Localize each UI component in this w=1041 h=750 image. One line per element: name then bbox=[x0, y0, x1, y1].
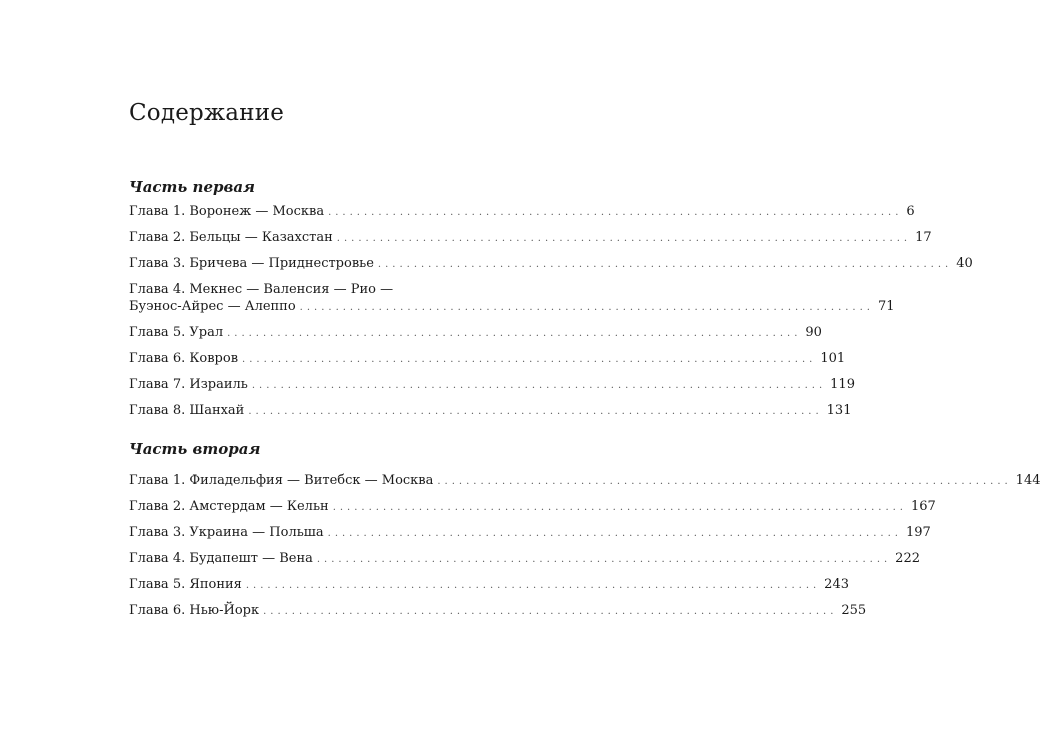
chapter-title: Глава 1. Воронеж — Москва bbox=[129, 204, 325, 219]
dot-leader: ................................................................................ bbox=[245, 580, 821, 591]
dot-leader: ................................................................................ bbox=[248, 406, 823, 417]
chapter-title: Глава 2. Амстердам — Кельн bbox=[129, 499, 329, 514]
chapter-title: Глава 5. Урал bbox=[129, 325, 224, 340]
page-number: 131 bbox=[826, 403, 852, 418]
chapter-title: Глава 3. Бричева — Приднестровье bbox=[129, 256, 374, 271]
dot-leader: ................................................................................ bbox=[437, 476, 1012, 487]
page-number: 255 bbox=[841, 603, 867, 618]
dot-leader: ................................................................................ bbox=[242, 354, 817, 365]
page-number: 197 bbox=[905, 525, 931, 540]
dot-leader: ................................................................................ bbox=[227, 328, 802, 339]
chapter-title: Глава 2. Бельцы — Казахстан bbox=[129, 230, 333, 245]
chapter-title: Глава 6. Нью-Йорк bbox=[129, 603, 260, 618]
toc-entry[interactable] bbox=[129, 203, 915, 221]
chapter-title: Глава 8. Шанхай bbox=[129, 403, 245, 418]
page-number: 40 bbox=[956, 256, 973, 271]
part-title-1: Часть первая bbox=[129, 178, 255, 196]
page-title: Содержание bbox=[129, 100, 285, 126]
page-number: 71 bbox=[877, 299, 895, 314]
toc-entry[interactable] bbox=[129, 229, 932, 247]
dot-leader: ................................................................................ bbox=[251, 380, 827, 391]
dot-leader: ................................................................................ bbox=[332, 502, 907, 513]
toc-entry[interactable] bbox=[129, 402, 852, 420]
chapter-title: Глава 6. Ковров bbox=[129, 351, 239, 366]
page-number: 101 bbox=[820, 351, 846, 366]
chapter-title-line-1: Глава 4. Мекнес — Валенсия — Рио — bbox=[129, 282, 394, 297]
dot-leader: ................................................................................ bbox=[328, 207, 903, 218]
dot-leader: ................................................................................ bbox=[316, 554, 892, 565]
page-number: 90 bbox=[805, 325, 822, 340]
page-number: 6 bbox=[906, 204, 915, 219]
chapter-title: Глава 4. Будапешт — Вена bbox=[129, 551, 313, 566]
page-number: 144 bbox=[1015, 473, 1041, 488]
toc-entry[interactable] bbox=[129, 576, 849, 594]
dot-leader: ................................................................................ bbox=[377, 259, 953, 270]
toc-entry[interactable] bbox=[129, 524, 931, 542]
page-number: 167 bbox=[910, 499, 936, 514]
toc-entry[interactable] bbox=[129, 472, 1041, 490]
chapter-title: Глава 3. Украина — Польша bbox=[129, 525, 324, 540]
page-number: 119 bbox=[830, 377, 855, 392]
toc-entry[interactable] bbox=[129, 550, 920, 568]
toc-list-part-1 bbox=[129, 203, 973, 420]
chapter-title: Глава 7. Израиль bbox=[129, 377, 248, 392]
page-number: 222 bbox=[895, 551, 920, 566]
dot-leader: ................................................................................ bbox=[263, 606, 838, 617]
chapter-title: Буэнос-Айрес — Алеппо bbox=[129, 299, 296, 314]
dot-leader: ................................................................................ bbox=[299, 302, 874, 313]
toc-entry[interactable] bbox=[129, 350, 846, 368]
dot-leader: ................................................................................ bbox=[327, 528, 902, 539]
part-title-2: Часть вторая bbox=[129, 440, 261, 458]
toc-entry[interactable] bbox=[129, 324, 822, 342]
page-number: 243 bbox=[824, 577, 849, 592]
chapter-title: Глава 5. Япония bbox=[129, 577, 242, 592]
page-number: 17 bbox=[915, 230, 932, 245]
toc-entry[interactable] bbox=[129, 498, 936, 516]
toc-list-part-2 bbox=[129, 472, 1041, 620]
dot-leader: ................................................................................ bbox=[336, 233, 912, 244]
toc-entry[interactable] bbox=[129, 376, 855, 394]
toc-entry[interactable] bbox=[129, 255, 973, 273]
chapter-title: Глава 1. Филадельфия — Витебск — Москва bbox=[129, 473, 434, 488]
toc-entry[interactable] bbox=[129, 281, 895, 316]
toc-entry[interactable] bbox=[129, 602, 867, 620]
